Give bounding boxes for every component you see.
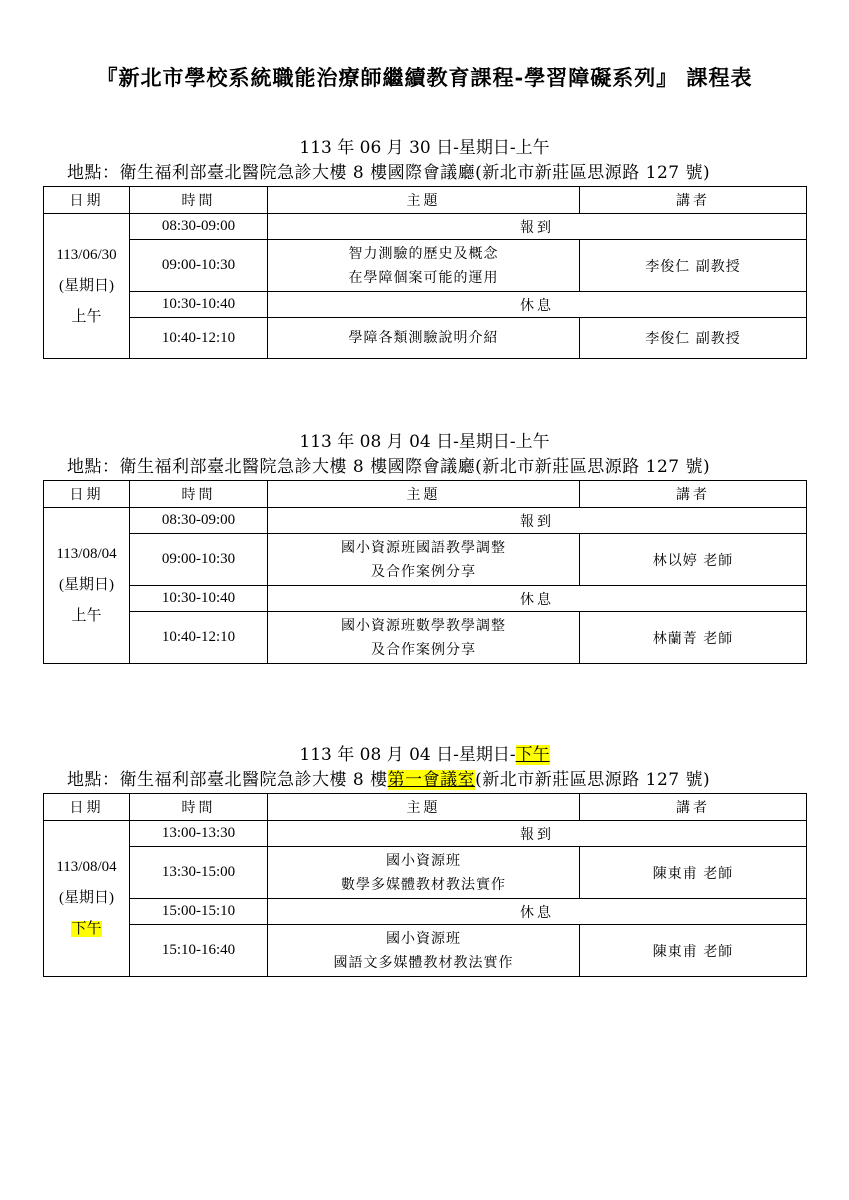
date-text: 113/06/30: [56, 246, 117, 263]
speaker-cell: 陳東甫 老師: [580, 847, 807, 899]
table-row: [44, 847, 807, 899]
time-cell: 09:00-10:30: [130, 534, 268, 586]
header-speaker: 講者: [580, 187, 807, 214]
session-heading: 113 年 06 月 30 日-星期日-上午: [299, 138, 550, 158]
time-cell: 10:30-10:40: [130, 292, 268, 318]
location-suffix: (新北市新莊區思源路 127 號): [475, 770, 711, 790]
period-text: [44, 914, 129, 945]
header-speaker: 講者: [580, 481, 807, 508]
table-row: [44, 899, 807, 925]
header-time: 時間: [130, 481, 268, 508]
table-row: [44, 318, 807, 359]
topic-cell: [268, 534, 580, 586]
session-1: [43, 136, 806, 359]
topic-cell: 休息: [268, 586, 807, 612]
topic-line: 智力測驗的歷史及概念: [348, 245, 499, 262]
header-topic: 主題: [268, 481, 580, 508]
topic-line: 國小資源班: [386, 930, 461, 947]
topic-cell: 休息: [268, 899, 807, 925]
topic-line: 數學多媒體教材教法實作: [341, 876, 506, 893]
time-cell: 13:00-13:30: [130, 821, 268, 847]
speaker-cell: 李俊仁 副教授: [580, 240, 807, 292]
table-row: [44, 821, 807, 847]
topic-cell: [268, 847, 580, 899]
schedule-table: [43, 793, 807, 977]
speaker-cell: 林以婷 老師: [580, 534, 807, 586]
header-time: 時間: [130, 794, 268, 821]
weekday-text: (星期日): [59, 890, 114, 906]
session-heading: 113 年 08 月 04 日-星期日-上午: [299, 432, 550, 452]
topic-cell: 報到: [268, 214, 807, 240]
speaker-cell: 陳東甫 老師: [580, 925, 807, 977]
topic-cell: 學障各類測驗說明介紹: [268, 318, 580, 359]
session-heading: [43, 743, 806, 767]
topic-cell: [268, 240, 580, 292]
time-cell: 15:10-16:40: [130, 925, 268, 977]
topic-line: 國小資源班: [386, 852, 461, 869]
session-2: [43, 430, 806, 664]
table-row: [44, 214, 807, 240]
header-topic: 主題: [268, 187, 580, 214]
schedule-table: [43, 480, 807, 664]
session-location: [43, 767, 806, 793]
table-row: [44, 586, 807, 612]
header-topic: 主題: [268, 794, 580, 821]
table-row: [44, 612, 807, 664]
topic-line: 國小資源班國語教學調整: [341, 539, 506, 556]
time-cell: 09:00-10:30: [130, 240, 268, 292]
time-cell: 10:40-12:10: [130, 612, 268, 664]
topic-cell: [268, 925, 580, 977]
time-cell: 15:00-15:10: [130, 899, 268, 925]
heading-highlight: 下午: [515, 745, 550, 765]
date-cell: [44, 508, 130, 664]
table-row: [44, 925, 807, 977]
table-row: [44, 240, 807, 292]
time-cell: 10:40-12:10: [130, 318, 268, 359]
date-cell: [44, 821, 130, 977]
header-date: 日期: [44, 187, 130, 214]
speaker-cell: 林蘭菁 老師: [580, 612, 807, 664]
period-text: 上午: [71, 308, 102, 325]
time-cell: 08:30-09:00: [130, 214, 268, 240]
table-header-row: [44, 481, 807, 508]
period-text: 上午: [71, 608, 102, 624]
topic-line: 國小資源班數學教學調整: [341, 617, 506, 634]
heading-prefix: 113 年 08 月 04 日-星期日-: [299, 745, 516, 765]
topic-line: 及合作案例分享: [371, 641, 476, 658]
topic-cell: [268, 612, 580, 664]
schedule-table: [43, 186, 807, 359]
location-prefix: 地點：衛生福利部臺北醫院急診大樓 8 樓: [67, 770, 388, 790]
table-header-row: [44, 187, 807, 214]
period-highlight: 下午: [71, 921, 102, 937]
topic-cell: 報到: [268, 821, 807, 847]
location-highlight: 第一會議室: [387, 770, 476, 790]
topic-cell: 休息: [268, 292, 807, 318]
topic-line: 及合作案例分享: [371, 563, 476, 580]
topic-line: 在學障個案可能的運用: [348, 269, 499, 286]
table-header-row: [44, 794, 807, 821]
time-cell: 10:30-10:40: [130, 586, 268, 612]
date-cell: [44, 214, 130, 359]
weekday-text: (星期日): [59, 277, 114, 294]
header-time: 時間: [130, 187, 268, 214]
document-title: 『新北市學校系統職能治療師繼續教育課程-學習障礙系列』 課程表: [96, 65, 753, 90]
time-cell: 08:30-09:00: [130, 508, 268, 534]
time-cell: 13:30-15:00: [130, 847, 268, 899]
header-date: 日期: [44, 481, 130, 508]
session-location: 地點：衛生福利部臺北醫院急診大樓 8 樓國際會議廳(新北市新莊區思源路 127 號): [67, 163, 711, 183]
speaker-cell: 李俊仁 副教授: [580, 318, 807, 359]
table-row: [44, 534, 807, 586]
weekday-text: (星期日): [59, 577, 114, 593]
topic-line: 國語文多媒體教材教法實作: [333, 954, 514, 971]
session-3: [43, 743, 806, 977]
date-text: 113/08/04: [56, 859, 117, 875]
session-location: 地點：衛生福利部臺北醫院急診大樓 8 樓國際會議廳(新北市新莊區思源路 127 號): [67, 457, 711, 477]
header-speaker: 講者: [580, 794, 807, 821]
header-date: 日期: [44, 794, 130, 821]
date-text: 113/08/04: [56, 546, 117, 562]
table-row: [44, 292, 807, 318]
topic-cell: 報到: [268, 508, 807, 534]
table-row: [44, 508, 807, 534]
